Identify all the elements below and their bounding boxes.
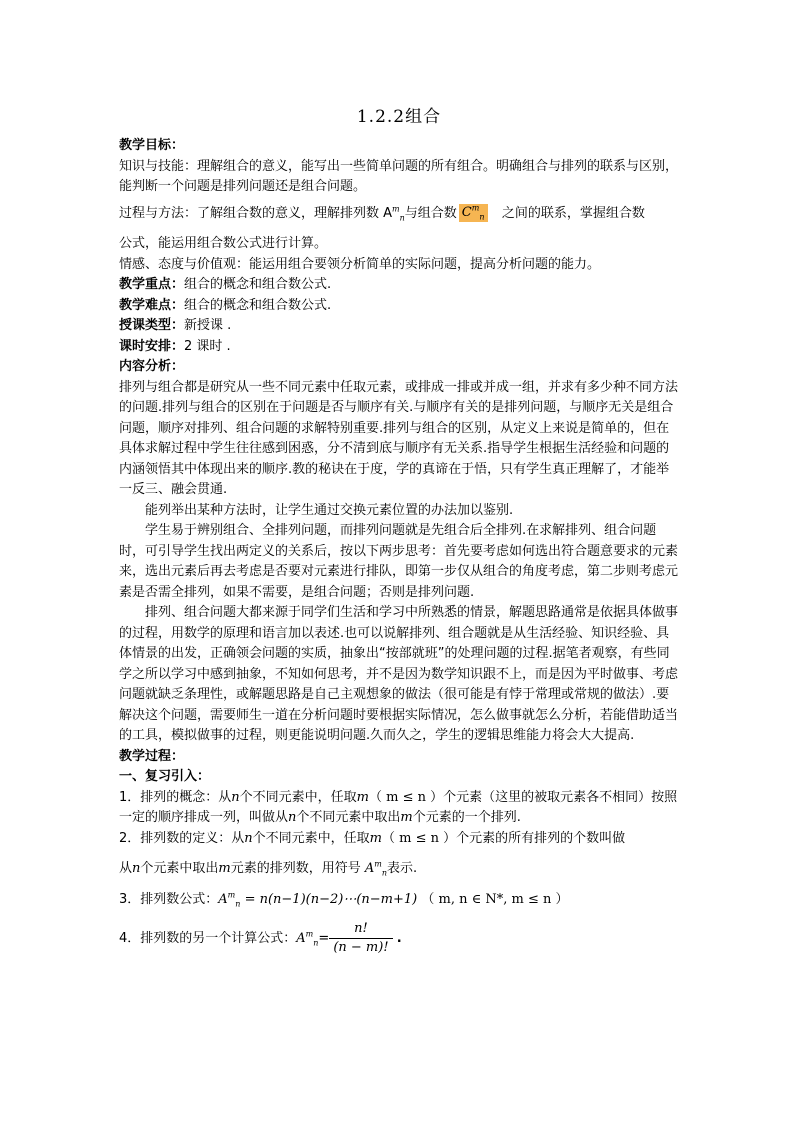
objectives-heading: 教学目标：: [119, 138, 185, 153]
a-sub: n: [399, 213, 405, 223]
item-2: 2．排列数的定义：从n个不同元素中，任取m（ m ≤ n ）个元素的所有排列的个数叫做: [119, 830, 626, 846]
document-page: [119, 104, 679, 957]
item-3: 3．排列数公式：$A^m_n$ = n(n−1)(n−2)⋯(n−m+1) （ m, n ∈ N*, m ≤ n ）: [119, 890, 569, 909]
content-paragraph-4: 排列、组合问题大都来源于同学们生活和学习中所熟悉的情景，解题思路通常是依据具体做事的过程，用数学的原理和语言加以表述.也可以说解排列、组合题就是从生活经验、知识经验、具体情景的出发，正确领会问题的实质，抽象出“按部就班”的处理问题的过程.据笔者观察，有些同学之所以学习中感到抽象，不知如何思考，并不是因为数学知识跟不上，而是因为平时做事、考虑问题就缺乏条理性，或解题思路是自己主观想象的做法（很可能是有悖于常理或常规的做法）.要解决这个问题，需要师生一道在分析问题时要根据实际情况，怎么做事就怎么分析，若能借助适当的工具，模拟做事的过程，则更能说明问题.久而久之，学生的逻辑思维能力将会大大提高.: [119, 605, 679, 743]
review-heading: 一、复习引入：: [119, 769, 211, 784]
objective-process-line2: 公式，能运用组合数公式进行计算。: [119, 236, 328, 251]
process-text-1: 过程与方法：了解组合数的意义，理解排列数 A: [119, 205, 393, 221]
lesson-type: 授课类型：新授课 .: [119, 318, 232, 333]
difficult-point: 教学难点：组合的概念和组合数公式.: [119, 297, 332, 313]
content-paragraph-3: 学生易于辨别组合、全排列问题，而排列问题就是先组合后全排列.在求解排列、组合问题时，可引导学生找出两定义的关系后，按以下两步思考：首先要考虑如何选出符合题意要求的元素来，选出元素后再去考虑是否要对元素进行排队，即第一步仅从组合的角度考虑，第二步则考虑元素是否需全排列，如果不需要，是组合问题；否则是排列问题.: [119, 523, 679, 600]
a-sup: m: [392, 204, 400, 214]
content-paragraph-1: 排列与组合都是研究从一些不同元素中任取元素，或排成一排或并成一组，并求有多少种不同方法的问题.排列与组合的区别在于问题是否与顺序有关.与顺序有关的是排列问题，与顺序无关是组合问题，顺序对排列、组合问题的求解特别重要.排列与组合的区别，从定义上来说是简单的，但在具体求解过程中学生往往感到困惑，分不清到底与顺序有无关系.指导学生根据生活经验和问题的内涵领悟其中体现出来的顺序.教的秘诀在于度，学的真谛在于悟，只有学生真正理解了，才能举一反三、融会贯通.: [119, 379, 679, 497]
combination-symbol-highlight: $C^m_n$: [459, 204, 488, 222]
item-2-line2: 从n个元素中取出m元素的排列数，用符号 $A^m_n$表示.: [119, 859, 418, 878]
process-text-3: 之间的联系，掌握组合数: [501, 205, 645, 221]
process-heading: 教学过程：: [119, 748, 185, 764]
objective-knowledge: 知识与技能：理解组合的意义，能写出一些简单问题的所有组合。明确组合与排列的联系与区别，能判断一个问题是排列问题还是组合问题。: [119, 158, 679, 194]
permutation-fraction: $\frac{n!}{(n - m)!}$: [329, 920, 392, 957]
item-4: 4．排列数的另一个计算公式：$A^m_n=$ $\frac{n!}{(n - m)!}$ .: [119, 921, 402, 955]
key-point: 教学重点：组合的概念和组合数公式.: [119, 277, 332, 292]
content-heading: 内容分析：: [119, 359, 185, 374]
item-1: 1．排列的概念：从n个不同元素中，任取m（ m ≤ n ）个元素（这里的被取元素各不相同）按照一定的顺序排成一列，叫做从n个不同元素中取出m个元素的一个排列.: [119, 789, 678, 825]
page-title: 1.2.2组合: [356, 107, 442, 127]
lesson-hours: 课时安排：2 课时 .: [119, 338, 231, 354]
permutation-formula: = n(n−1)(n−2)⋯(n−m+1): [244, 891, 418, 907]
objective-emotion: 情感、态度与价值观：能运用组合要领分析简单的实际问题，提高分析问题的能力。: [119, 256, 601, 272]
content-paragraph-2: 能列举出某种方法时，让学生通过交换元素位置的办法加以鉴别.: [145, 502, 514, 518]
permutation-condition: （ m, n ∈ N*, m ≤ n ）: [421, 891, 569, 907]
process-text-2: 与组合数: [404, 205, 457, 221]
objective-process: [119, 204, 679, 225]
